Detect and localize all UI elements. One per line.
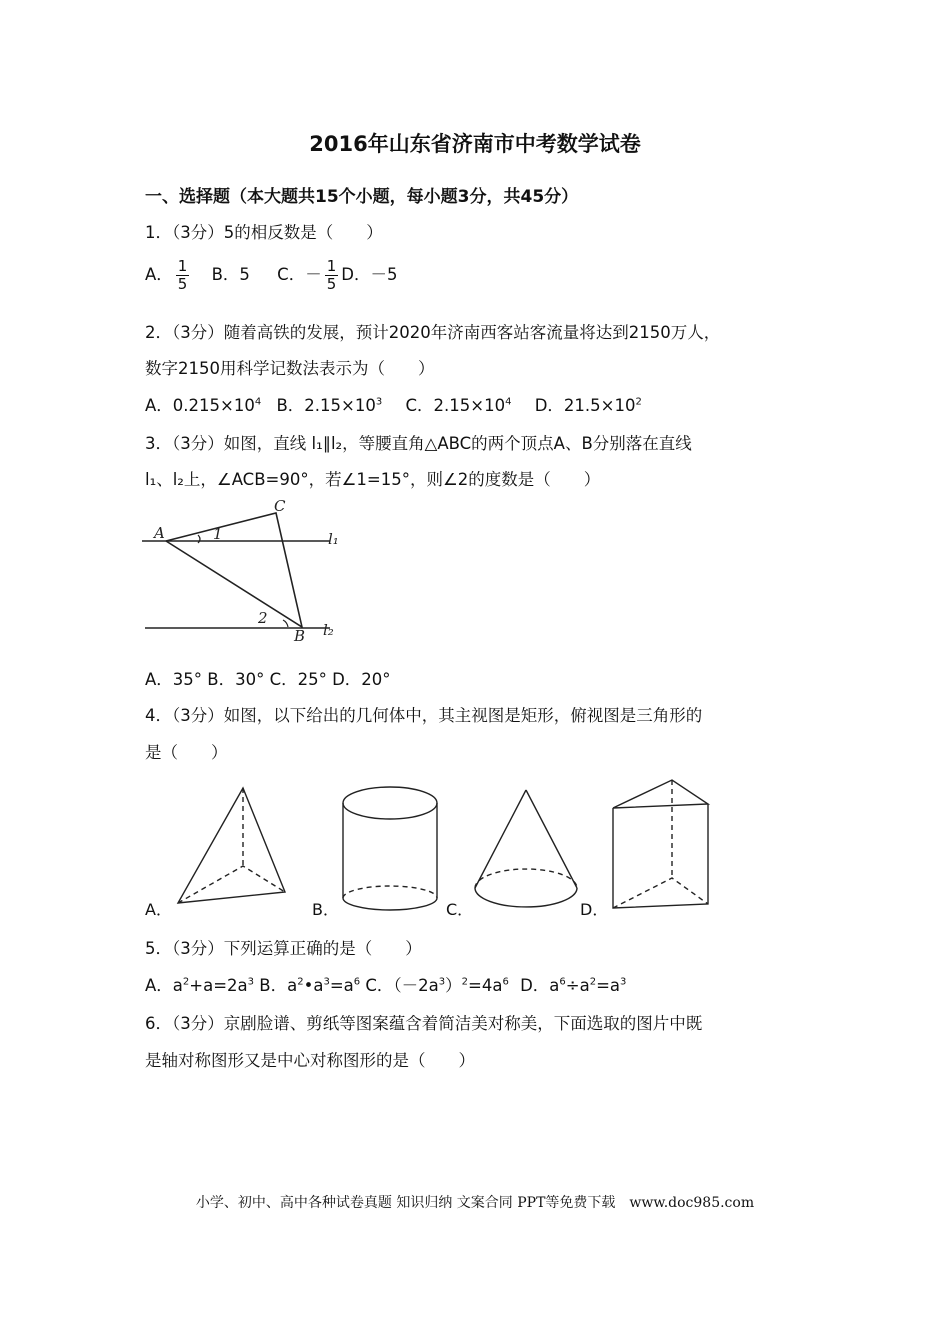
q1-b: B．5: [211, 265, 250, 284]
section-heading: 一、选择题（本大题共15个小题，每小题3分，共45分）: [145, 187, 579, 207]
triangular-prism-shape: [613, 780, 708, 908]
q4-line1: 4．（3分）如图，以下给出的几何体中，其主视图是矩形，俯视图是三角形的: [145, 706, 703, 725]
label-a: A: [154, 524, 165, 542]
q4-label-a: A．: [145, 900, 172, 919]
q4-line2: 是（ ）: [145, 743, 228, 762]
q3-figure: [140, 496, 360, 646]
q1-a-fraction: $\frac{1}{5}$: [177, 257, 188, 293]
cone-shape: [475, 790, 577, 907]
q5-b: B．$a^2•a^3=a^6$: [259, 976, 361, 995]
q1-stem: 1．（3分）5的相反数是（ ）: [145, 223, 383, 242]
q4-label-b: B．: [312, 900, 339, 919]
label-angle-2: 2: [258, 609, 268, 627]
q1-c-prefix: C．－: [277, 265, 322, 284]
q2-line1: 2．（3分）随着高铁的发展，预计2020年济南西客站客流量将达到2150万人，: [145, 323, 721, 342]
cylinder-shape: [343, 787, 437, 910]
q5-stem: 5．（3分）下列运算正确的是（ ）: [145, 939, 422, 958]
tetrahedron-shape: [178, 788, 285, 903]
label-l2: l₂: [323, 621, 334, 639]
q1-c-fraction: $\frac{1}{5}$: [326, 257, 337, 293]
q1-options: [145, 258, 397, 293]
q3-line1: 3．（3分）如图，直线 l₁∥l₂，等腰直角△ABC的两个顶点A、B分别落在直线: [145, 434, 692, 453]
page-title: 2016年山东省济南市中考数学试卷: [309, 132, 641, 156]
q2-d: D．$21.5\times 10^2$: [534, 396, 642, 415]
q1-d: D．－5: [341, 265, 398, 284]
q5-options: [145, 972, 626, 996]
q6-line2: 是轴对称图形又是中心对称图形的是（ ）: [145, 1051, 475, 1070]
page-footer: 小学、初中、高中各种试卷真题 知识归纳 文案合同 PPT等免费下载 www.doc985.com: [195, 1195, 755, 1211]
q4-label-d: D．: [580, 900, 609, 919]
label-angle-1: 1: [213, 525, 223, 543]
q2-a: A．$0.215\times 10^4$: [145, 396, 262, 415]
q5-a: A．$a^2+a=2a^3$: [145, 976, 255, 995]
label-l1: l₁: [328, 530, 339, 548]
q2-c: C．$2.15\times 10^4$: [405, 396, 512, 415]
q1-a-prefix: A．: [145, 265, 173, 284]
triangle-abc: [166, 513, 302, 627]
q3-options: A．35° B．30° C．25° D．20°: [145, 670, 391, 689]
q4-label-c: C．: [446, 900, 474, 919]
q2-options: [145, 392, 642, 416]
q3-line2: l₁、l₂上，∠ACB=90°，若∠1=15°，则∠2的度数是（ ）: [145, 470, 601, 489]
q2-line2: 数字2150用科学记数法表示为（ ）: [145, 359, 435, 378]
q2-b: B．$2.15\times 10^3$: [276, 396, 383, 415]
q5-c: C．$(-2a^3)^2=4a^6$: [365, 976, 509, 995]
label-c: C: [274, 497, 286, 515]
label-b: B: [294, 627, 306, 645]
q5-d: D．$a^6\div a^2=a^3$: [520, 976, 627, 995]
q6-line1: 6．（3分）京剧脸谱、剪纸等图案蕴含着简洁美对称美，下面选取的图片中既: [145, 1014, 703, 1033]
q4-figures: [140, 770, 720, 920]
